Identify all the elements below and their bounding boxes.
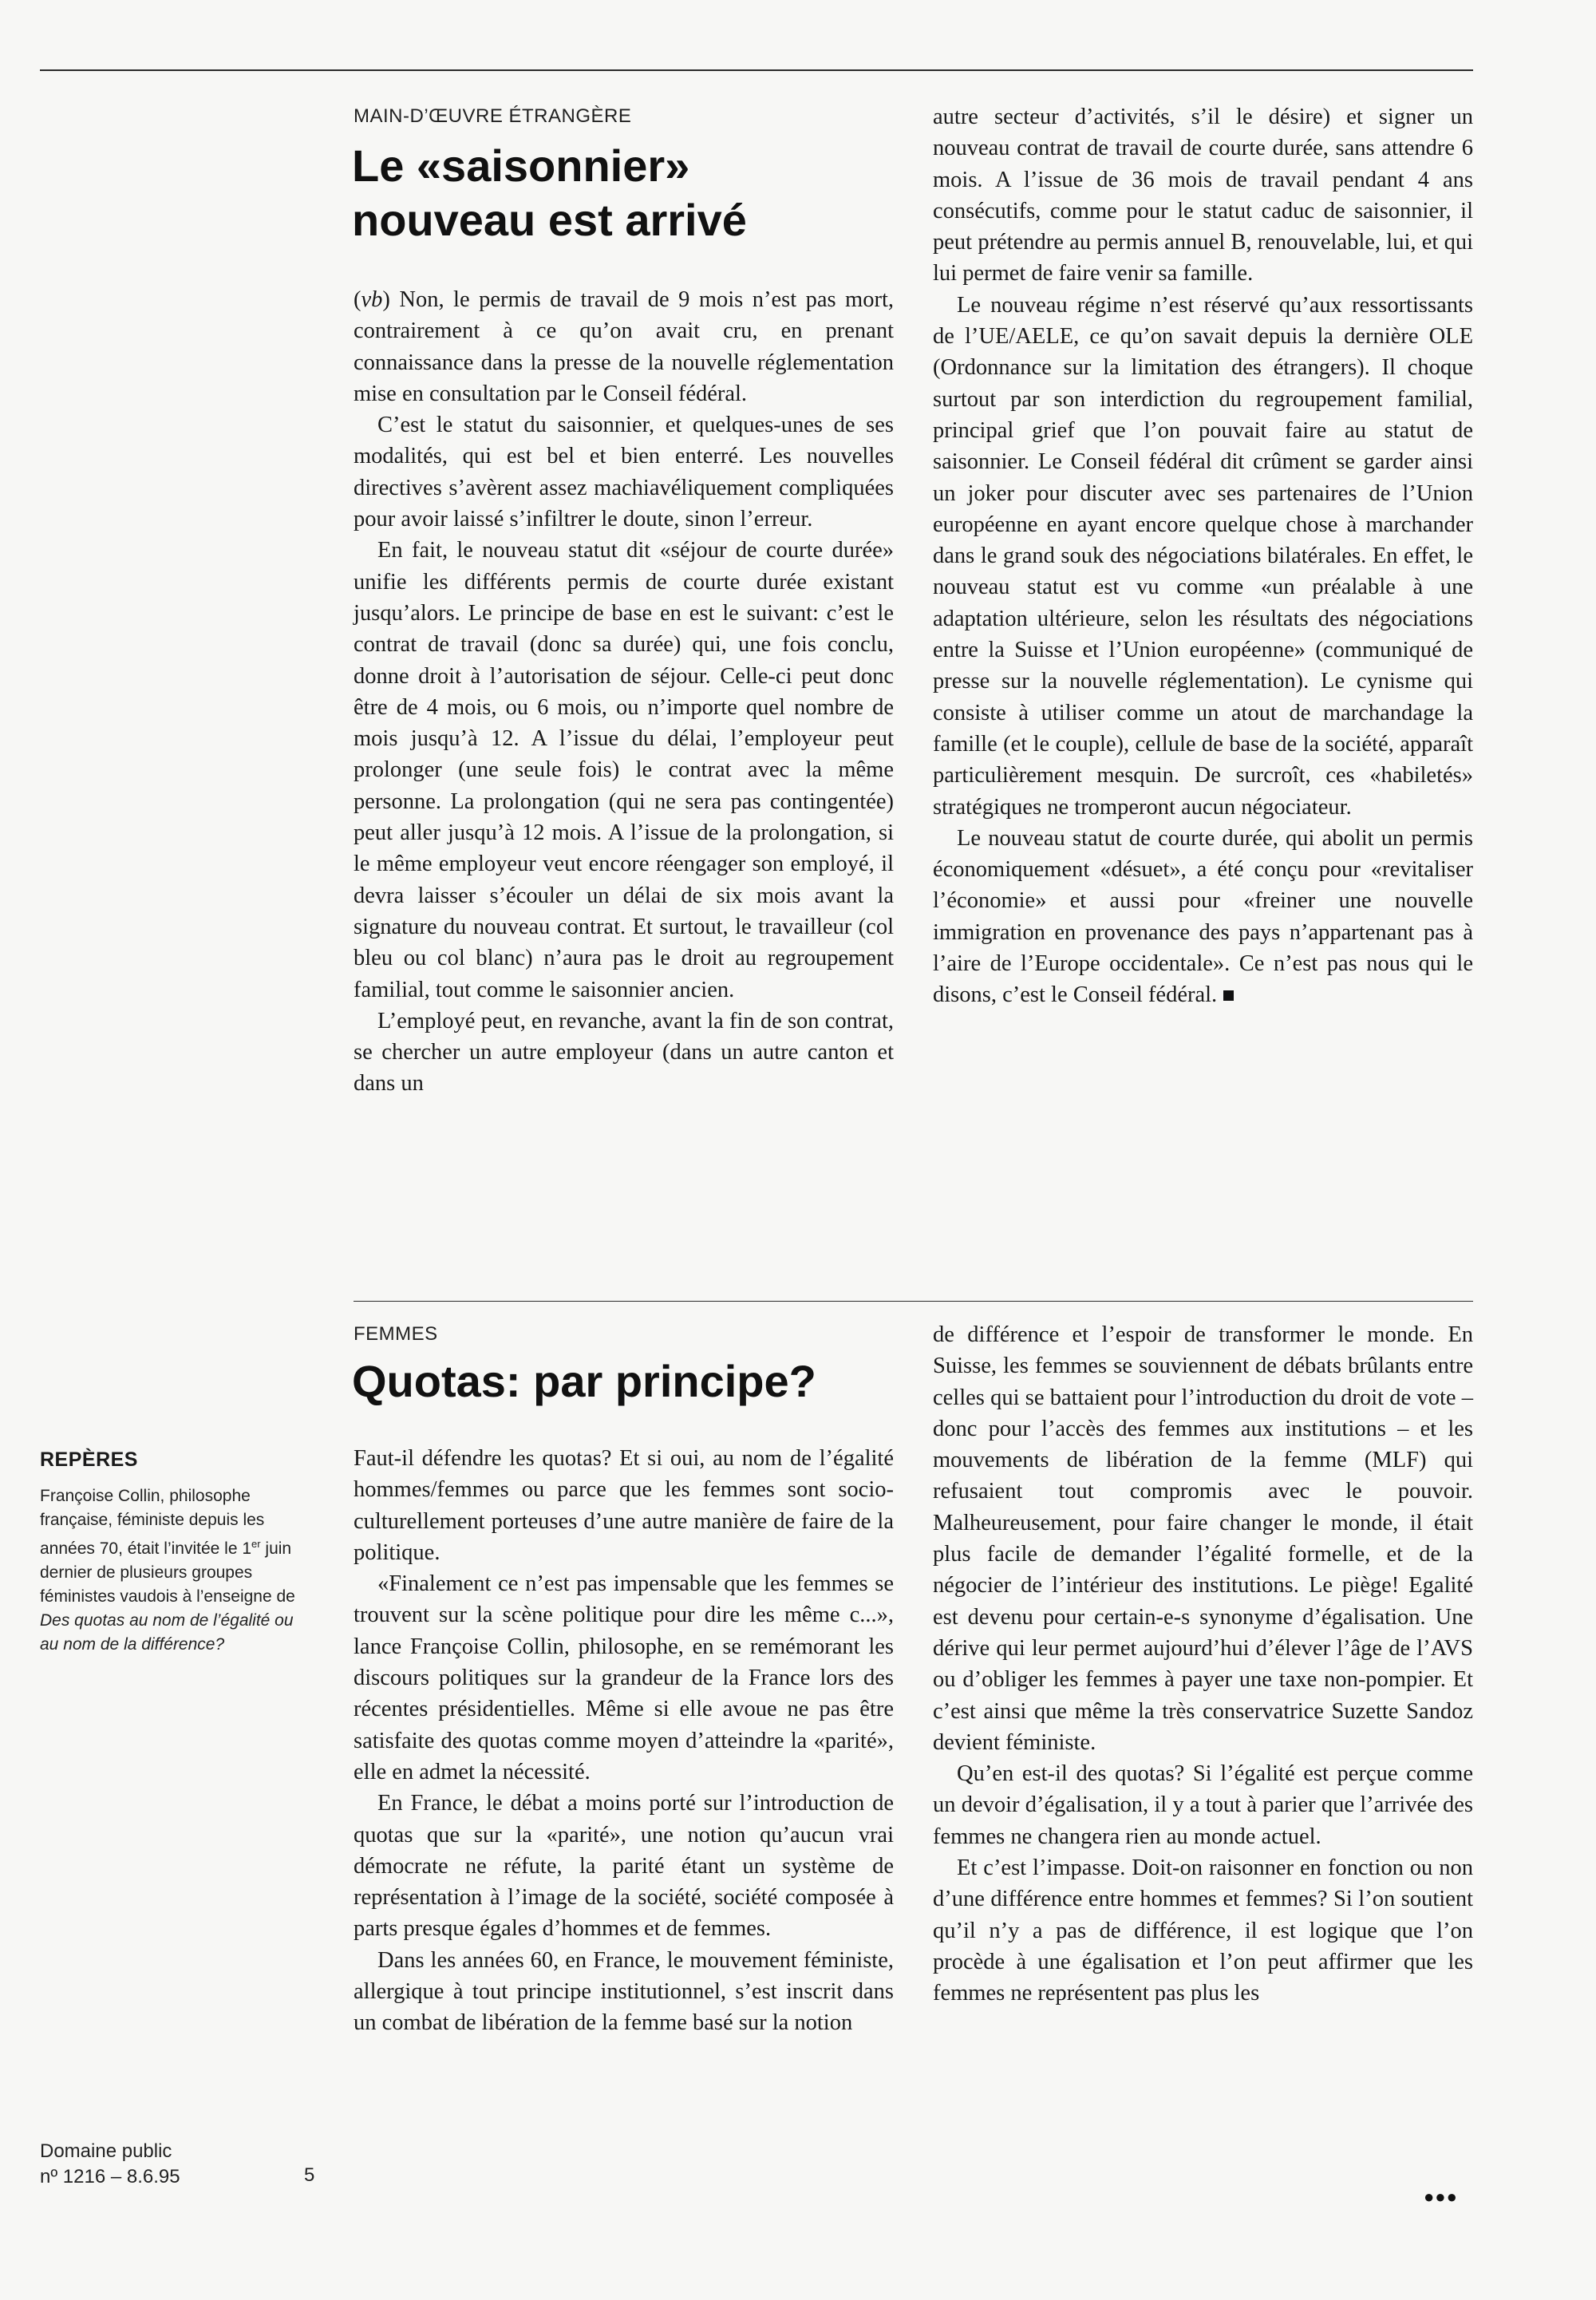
article2-paragraph: de différence et l’espoir de transformer le monde. En Suisse, les femmes se souviennent de débats brûlants entre celles qui se battaient pour l’introduction du droit de vote – donc pour l’accès des femmes aux institutions – et les mouvements de libération de la femme (MLF) qui refusaient tout compromis avec le pouvoir. Malheureusement, pour faire changer le monde, il était plus facile de demander l’égalité formelle, et de la négocier de l’intérieur des institutions. Le piège! Egalité est devenu pour certain-e-s synonyme d’égalisation. Une dérive qui leur permet aujourd’hui d’élever l’âge de l’AVS ou d’obliger les femmes à payer une taxe non-pompier. Et c’est ainsi que même la très conservatrice Suzette Sandoz devient féministe.: [933, 1322, 1473, 1755]
article2-paragraph: Dans les années 60, en France, le mouvement féministe, allergique à tout principe institutionnel, s’est inscrit dans un combat de libération de la femme basé sur la notion: [354, 1947, 894, 2036]
article2-paragraph: «Finalement ce n’est pas impensable que les femmes se trouvent sur la scène politique pour dire les même c...», lance Françoise Collin, philosophe, en se remémorant les discours politiques sur la grandeur de la France lors des récentes présidentielles. Même si elle avoue ne pas être satisfaite des quotas comme moyen d’atteindre la «parité», elle en admet la nécessité.: [354, 1571, 894, 1784]
publication-footer: [40, 2139, 180, 2190]
article1-paragraph: Le nouveau statut de courte durée, qui abolit un permis économiquement «désuet», a été conçu pour «revitaliser l’économie» et aussi pour «freiner une nouvelle immigration en provenance des pays n’appartenant pas à l’aire de l’Europe occidentale». Ce n’est pas nous qui le disons, c’est le Conseil fédéral.: [933, 825, 1473, 1008]
article1-byline: vb: [361, 287, 383, 312]
article2-column-left: [354, 1443, 894, 2039]
article1-column-right: [933, 101, 1473, 1011]
section-divider-rule: [354, 1301, 1473, 1302]
article2-kicker: FEMMES: [354, 1323, 438, 1345]
top-rule: [40, 69, 1473, 71]
article1-paragraph: autre secteur d’activités, s’il le désire) et signer un nouveau contrat de travail de courte durée, sans attendre 6 mois. A l’issue de 36 mois de travail pendant 4 ans consécutifs, comme pour le statut caduc de saisonnier, il peut prétendre au permis annuel B, renouvelable, lui, et qui lui permet de faire venir sa famille.: [933, 105, 1473, 287]
sidebar-title: REPÈRES: [40, 1448, 138, 1471]
sidebar-text: Françoise Collin, philosophe française, féministe depuis les années 70, était l’invitée le 1er juin dernier de plusieurs groupes féministes vaudois à l’enseigne de Des quotas au nom de l’égalité ou au nom de la différence?: [40, 1487, 295, 1654]
issue-date: nº 1216 – 8.6.95: [40, 2166, 180, 2187]
article1-paragraph: En fait, le nouveau statut dit «séjour de courte durée» unifie les différents permis de courte durée existant jusqu’alors. Le principe de base en est le suivant: c’est le contrat de travail (donc sa durée) qui, une fois conclu, donne droit à l’autorisation de séjour. Celle-ci peut donc être de 4 mois, ou 6 mois, ou n’importe quel nombre de mois jusqu’à 12. A l’issue du délai, l’employeur peut prolonger (une seule fois) le contrat avec la même personne. La prolongation (qui ne sera pas contingentée) peut aller jusqu’à 12 mois. A l’issue de la prolongation, si le même employeur veut encore réengager son employé, il devra laisser s’écouler un délai de six mois avant la signature du nouveau contrat. Et surtout, le travailleur (col bleu ou col blanc) n’aura pas le droit au regroupement familial, tout comme le saisonnier ancien.: [354, 538, 894, 1002]
article1-title-line2: nouveau est arrivé: [352, 195, 747, 245]
article1-title-line1: Le «saisonnier»: [352, 140, 690, 191]
article1-paragraph: Le nouveau régime n’est réservé qu’aux ressortissants de l’UE/AELE, ce qu’on savait depuis la dernière OLE (Ordonnance sur la limitation des étrangers). Il choque surtout par son interdiction du regroupement familial, principal grief que l’on pouvait faire au statut de saisonnier. Le Conseil fédéral dit crûment se garder ainsi un joker pour discuter avec ses partenaires de l’Union européenne en ayant encore quelque chose à marchander dans le grand souk des négociations bilatérales. En effet, le nouveau statut est vu comme «un préalable à une adaptation ultérieure, selon les résultats des négociations entre la Suisse et l’Union européenne» (communiqué de presse sur la nouvelle réglementation). Le cynisme qui consiste à utiliser comme un atout de marchandage la famille (et le couple), cellule de base de la société, apparaît particulièrement mesquin. De surcroît, ces «habiletés» stratégiques ne tromperont aucun négociateur.: [933, 292, 1473, 820]
continued-dots: ●●●: [1424, 2187, 1458, 2207]
article2-paragraph: Faut-il défendre les quotas? Et si oui, au nom de l’égalité hommes/femmes ou parce que les femmes sont socio-culturellement porteuses d’une autre manière de faire de la politique.: [354, 1446, 894, 1565]
article2-paragraph: Et c’est l’impasse. Doit-on raisonner en fonction ou non d’une différence entre hommes et femmes? Si l’on soutient qu’il n’y a pas de différence, il est logique que l’on procède à une égalisation et l’on peut affirmer que les femmes ne représentent pas plus les: [933, 1855, 1473, 2006]
article2-paragraph: Qu’en est-il des quotas? Si l’égalité est perçue comme un devoir d’égalisation, il y a tout à parier que l’arrivée des femmes ne changera rien au monde actuel.: [933, 1761, 1473, 1849]
reperes-sidebar: [40, 1448, 299, 1657]
article2-title: Quotas: par principe?: [352, 1356, 816, 1406]
article2-column-right: [933, 1319, 1473, 2010]
article1-paragraph: C’est le statut du saisonnier, et quelques-unes de ses modalités, qui est bel et bien enterré. Les nouvelles directives s’avèrent assez machiavéliquement compliquées pour avoir laissé s’infiltrer le doute, sinon l’erreur.: [354, 413, 894, 532]
article1-kicker: MAIN-D’ŒUVRE ÉTRANGÈRE: [354, 105, 632, 127]
article1-title: [352, 139, 747, 247]
article1-column-left: [354, 284, 894, 1100]
article1-paragraph: L’employé peut, en revanche, avant la fin de son contrat, se chercher un autre employeur (dans un autre canton et dans un: [354, 1008, 894, 1097]
publication-name: Domaine public: [40, 2140, 172, 2162]
article1-paragraph: (vb) Non, le permis de travail de 9 mois n’est pas mort, contrairement à ce qu’on avait cru, en prenant connaissance dans la presse de la nouvelle réglementation mise en consultation par le Conseil fédéral.: [354, 287, 894, 406]
end-of-article-square: [1223, 990, 1234, 1001]
article2-paragraph: En France, le débat a moins porté sur l’introduction de quotas que sur la «parité», une notion qu’aucun vrai démocrate ne réfute, la parité étant un système de représentation à l’image de la société, société composée à parts presque égales d’hommes et de femmes.: [354, 1791, 894, 1942]
page-number: 5: [304, 2164, 315, 2186]
